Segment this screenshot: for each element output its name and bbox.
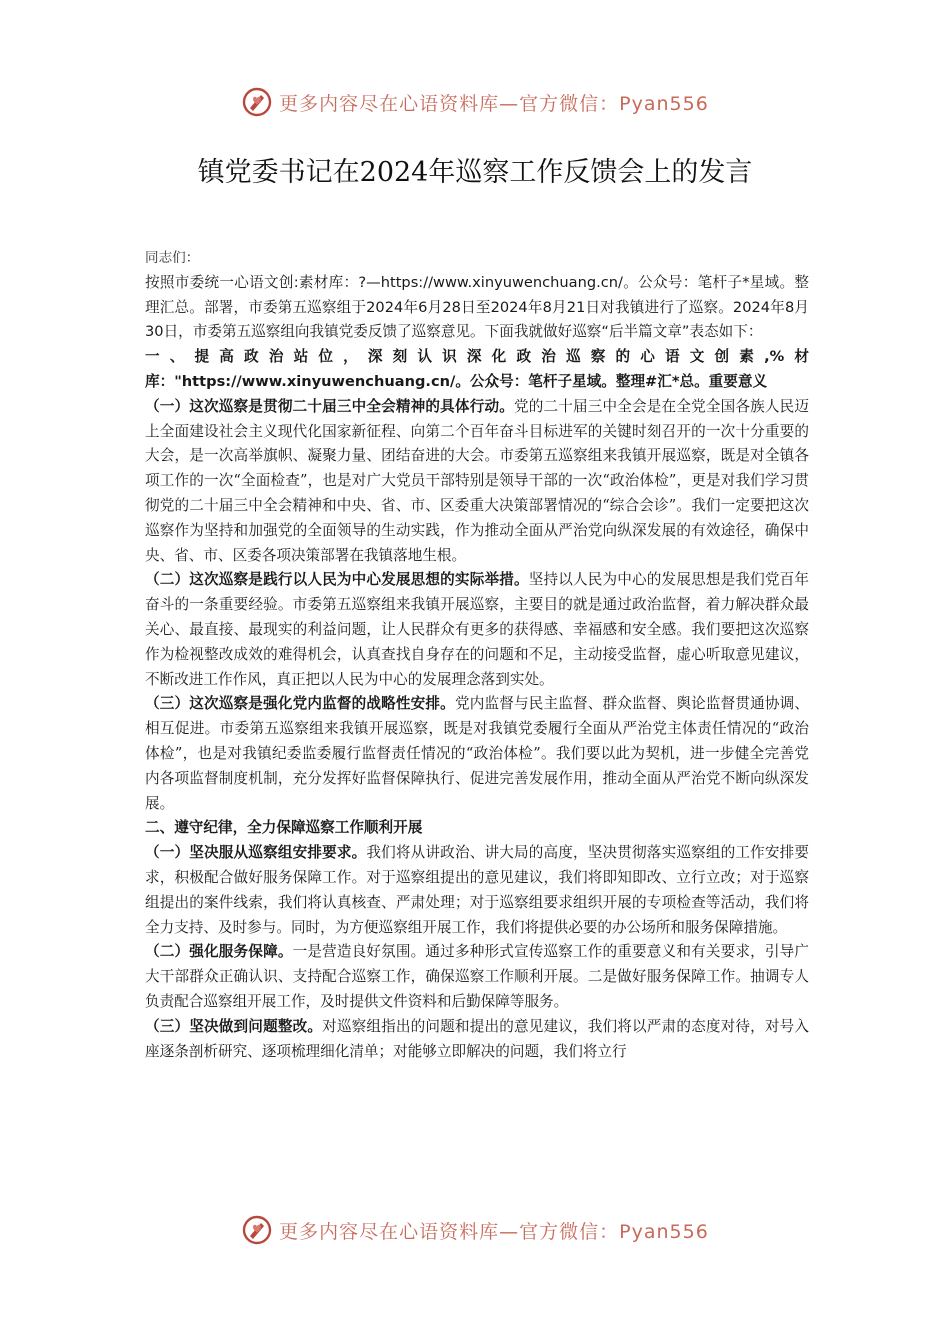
watermark-header <box>0 82 950 122</box>
paragraph-1-2 <box>145 568 809 692</box>
paragraph-text: 对巡察组指出的问题和提出的意见建议，我们将以严肃的态度对待，对号入座逐条剖析研究、逐项梳理细化清单；对能够立即解决的问题，我们将立行 <box>145 1017 809 1060</box>
watermark-text: 更多内容尽在心语资料库—官方微信：Pyan556 <box>279 1220 709 1243</box>
paragraph-lead: （二）强化服务保障。 <box>145 943 293 961</box>
paragraph-text: 坚持以人民为中心的发展思想是我们党百年奋斗的一条重要经验。市委第五巡察组来我镇开展巡察，主要目的就是通过政治监督，着力解决群众最关心、最直接、最现实的利益问题，让人民群众有更多的获得感、幸福感和安全感。我们要把这次巡察作为检视整改成效的难得机会，认真查找自身存在的问题和不足，主动接受监督，虚心听取意见建议，不断改进工作作风，真正把以人民为中心的发展理念落到实处。 <box>145 571 809 688</box>
section-heading-1: 一、提高政治站位，深刻认识深化政治巡察的心语文创素,%材库："https://www.xinyuwenchuang.cn/。公众号：笔杆子星域。整理#汇*总。重要意义 <box>145 348 809 390</box>
paragraph-lead: （三）这次巡察是强化党内监督的战略性安排。 <box>145 695 455 713</box>
paragraph-2-3 <box>145 1015 809 1065</box>
paragraph-lead: （二）这次巡察是践行以人民为中心发展思想的实际举措。 <box>145 571 529 589</box>
paragraph-1-1 <box>145 395 809 569</box>
pen-heart-logo-icon <box>241 86 273 118</box>
paragraph-text: 党内监督与民主监督、群众监督、舆论监督贯通协调、相互促进。市委第五巡察组来我镇开展巡察，既是对我镇党委履行全面从严治党主体责任情况的“政治体检”，也是对我镇纪委监委履行监督责任情况的“政治体检”。我们要以此为契机，进一步健全完善党内各项监督制度机制，充分发挥好监督保障执行、促进完善发展作用，推动全面从严治党不断向纵深发展。 <box>145 695 809 812</box>
document-body <box>145 246 809 1064</box>
pen-heart-logo-icon <box>241 1214 273 1246</box>
paragraph-lead: （三）坚决做到问题整改。 <box>145 1017 323 1035</box>
section-heading-2: 二、遵守纪律，全力保障巡察工作顺利开展 <box>145 819 423 837</box>
paragraph-lead: （一）这次巡察是贯彻二十届三中全会精神的具体行动。 <box>145 397 514 415</box>
paragraph-text: 党的二十届三中全会是在全党全国各族人民迈上全面建设社会主义现代化国家新征程、向第二个百年奋斗目标进军的关键时刻召开的一次十分重要的大会，是一次高举旗帜、凝聚力量、团结奋进的大会。市委第五巡察组来我镇开展巡察，既是对全镇各项工作的一次“全面检查”，也是对广大党员干部特别是领导干部的一次“政治体检”，更是对我们学习贯彻党的二十届三中全会精神和中央、省、市、区委重大决策部署情况的“综合会诊”。我们一定要把这次巡察作为坚持和加强党的全面领导的生动实践，作为推动全面从严治党向纵深发展的有效途径，确保中央、省、市、区委各项决策部署在我镇落地生根。 <box>145 397 809 564</box>
document-title: 镇党委书记在2024年巡察工作反馈会上的发言 <box>197 157 753 188</box>
watermark-footer <box>0 1210 950 1250</box>
paragraph-2-2 <box>145 940 809 1014</box>
paragraph-lead: （一）坚决服从巡察组安排要求。 <box>145 844 367 862</box>
intro-paragraph: 按照市委统一心语文创:素材库：?—https://www.xinyuwenchuang.cn/。公众号：笔杆子*星域。整理汇总。部署，市委第五巡察组于2024年6月28日至2024年8月21日对我镇进行了巡察。2024年8月30日，市委第五巡察组向我镇党委反馈了巡察意见。下面我就做好巡察“后半篇文章”表态如下： <box>145 273 809 341</box>
paragraph-text: 一是营造良好氛围。通过多种形式宣传巡察工作的重要意义和有关要求，引导广大干部群众正确认识、支持配合巡察工作，确保巡察工作顺利开展。二是做好服务保障工作。抽调专人负责配合巡察组开展工作，及时提供文件资料和后勤保障等服务。 <box>145 943 809 1010</box>
paragraph-1-3 <box>145 692 809 816</box>
greeting: 同志们： <box>145 250 200 266</box>
watermark-text: 更多内容尽在心语资料库—官方微信：Pyan556 <box>279 92 709 115</box>
paragraph-text: 我们将从讲政治、讲大局的高度，坚决贯彻落实巡察组的工作安排要求，积极配合做好服务保障工作。对于巡察组提出的意见建议，我们将即知即改、立行立改；对于巡察组提出的案件线索，我们将认真核查、严肃处理；对于巡察组要求组织开展的专项检查等活动，我们将全力支持、及时参与。同时，为方便巡察组开展工作，我们将提供必要的办公场所和服务保障措施。 <box>145 844 809 936</box>
paragraph-2-1 <box>145 841 809 940</box>
